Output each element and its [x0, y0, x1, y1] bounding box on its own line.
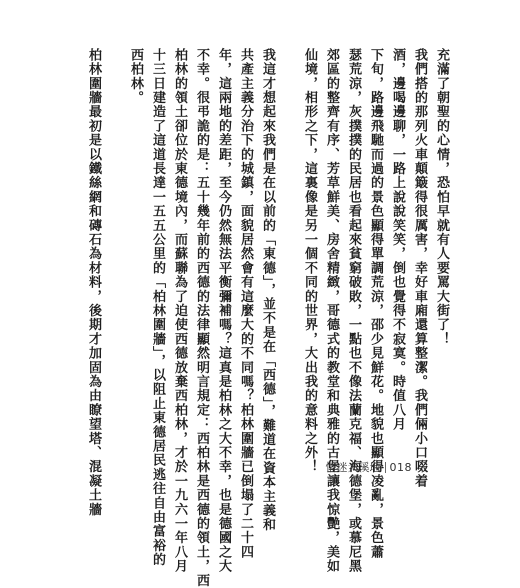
- text-column: 仙境，相形之下，這裏像是另一個不同的世界，大出我的意料之外！: [302, 48, 317, 474]
- footer-divider: [385, 462, 386, 473]
- book-title: 情迷大溪地: [325, 461, 381, 474]
- text-column: 我們搭的那列火車顛簸得很厲害，幸好車廂還算整潔。我們倆小口啜着: [412, 48, 427, 489]
- text-column: 郊區的整齊有序、芳草鮮美、房舍精緻，哥德式的教堂和典雅的古堡讓我惊艷，美如: [324, 48, 339, 574]
- text-column: 我這才想起來我們是在以前的「東德」，並不是在「西德」，難道在資本主義和: [260, 48, 275, 532]
- text-column: 共產主義分治下的城鎮，面貌居然會有這麼大的不同嗎？柏林圍牆已倒塌了二十四: [238, 48, 253, 560]
- text-column: 西柏林。: [128, 48, 143, 105]
- text-column: 充滿了朝聖的心情，恐怕早就有人要罵大街了！: [434, 48, 449, 347]
- text-column: 柏林的領土卻位於東德境內，而蘇聯為了迫使西德放棄西柏林，才於一九六一年八月: [172, 48, 187, 574]
- page-number: 018: [389, 460, 412, 474]
- text-column: 下旬，路邊飛馳而過的景色顯得單調荒涼，邵少見鮮花。地貌也顯得凌亂，景色蕭: [368, 48, 383, 560]
- text-column: 不幸。很弔詭的是：五十幾年前的西德的法律顯然明言規定：西柏林是西德的領土，西: [194, 48, 209, 588]
- page-footer: [326, 459, 413, 475]
- text-column: 酒，邊喝邊聊，一路上說說笑笑，倒也覺得不寂寞。時值八月: [390, 48, 405, 432]
- text-column: 柏林圍牆最初是以鐵絲網和磚石為材料，後期才加固為由瞭望塔、混凝土牆: [86, 48, 101, 517]
- text-column: 年，這兩地的差距，至今仍然無法平衡彌補嗎？這真是柏林之大不幸，也是德國之大: [216, 48, 231, 574]
- text-column: 十三日建造了這道長達一五五公里的「柏林圍牆」，以阻止東德居民逃往自由富裕的: [150, 48, 165, 567]
- text-column: 瑟荒涼，灰撲撲的民居也看起來貧窮破敗，一點也不像法蘭克福、海德堡，或慕尼黑: [346, 48, 361, 574]
